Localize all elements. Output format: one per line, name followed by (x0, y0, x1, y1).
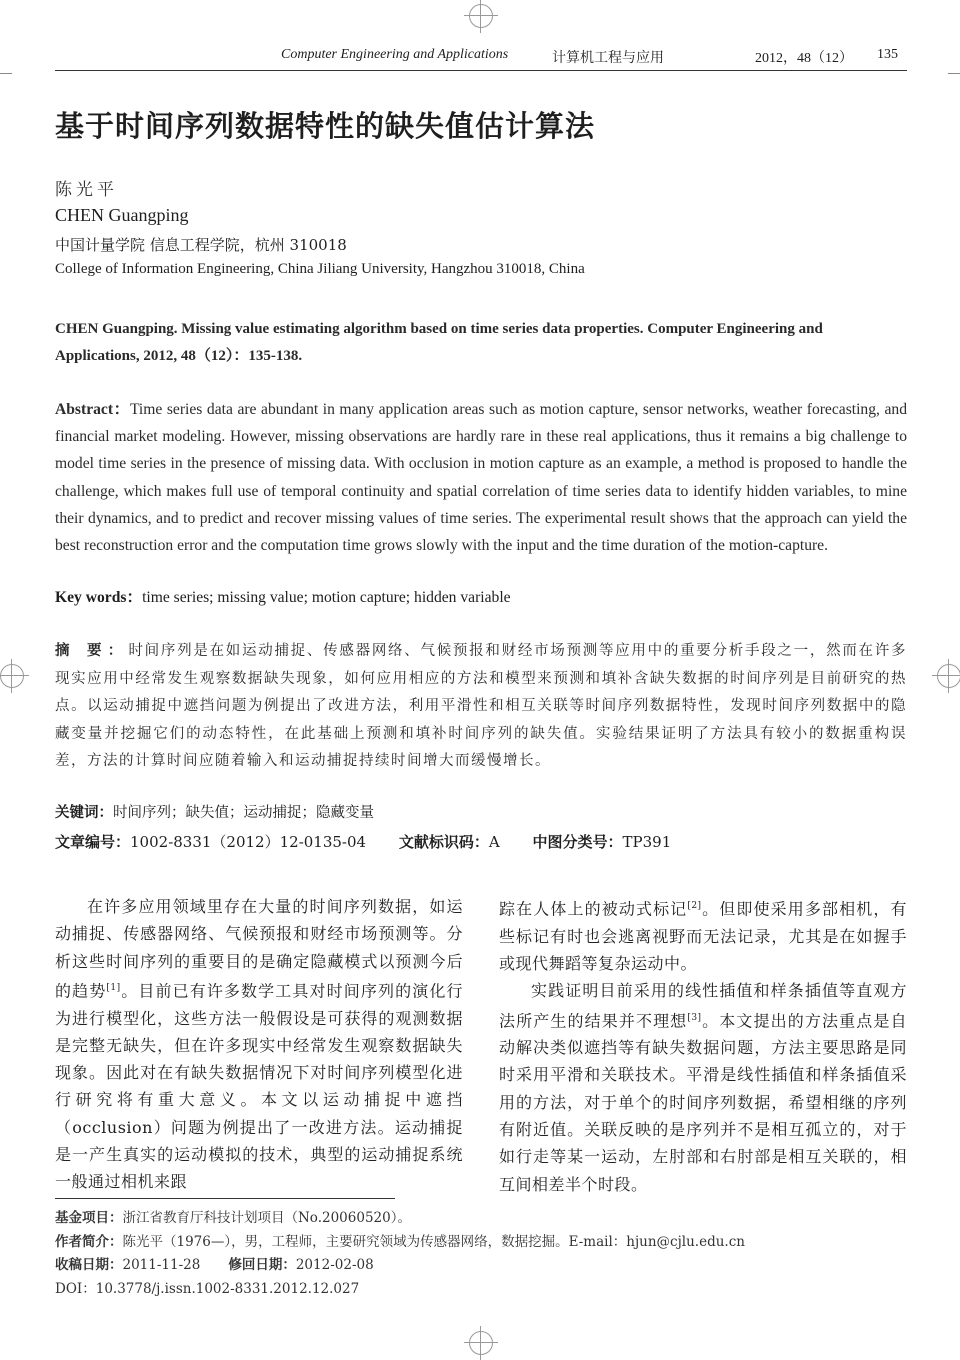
abstract-cn-text: 时间序列是在如运动捕捉、传感器网络、气候预报和财经市场预测等应用中的重要分析手段之一，然而在许多现实应用中经常发生观察数据缺失现象，如何应用相应的方法和模型来预测和填补含缺失数据的时间序列是目前研究的热点。以运动捕捉中遮挡问题为例提出了改进方法，利用平滑性和相互关联等时间序列数据特性，发现时间序列数据中的隐藏变量并挖掘它们的动态特性，在此基础上预测和填补时间序列的缺失值。实验结果证明了方法具有较小的数据重构误差，方法的计算时间应随着输入和运动捕捉持续时间增大而缓慢增长。 (55, 643, 907, 769)
paper-title: 基于时间序列数据特性的缺失值估计算法 (55, 109, 596, 143)
citation-ref[interactable]: [2] (687, 901, 702, 911)
registration-mark-left (0, 664, 24, 688)
page-number: 135 (877, 47, 898, 62)
article-no: 1002-8331（2012）12-0135-04 (130, 833, 367, 851)
keywords-cn (55, 801, 374, 822)
crop-mark (0, 73, 12, 74)
footnote-author-bio: 作者简介：陈光平（1976—），男，工程师，主要研究领域为传感器网络，数据挖掘。E-mail：hjun@cjlu.edu.cn (55, 1233, 745, 1250)
document-identifiers (55, 831, 699, 852)
citation-ref[interactable]: [1] (106, 982, 121, 993)
volume-issue: 2012，48（12） (755, 51, 853, 66)
journal-name-cn: 计算机工程与应用 (552, 50, 664, 66)
journal-name-en: Computer Engineering and Applications (281, 47, 509, 62)
keywords-en-label: Key words： (55, 589, 143, 606)
affiliation-en: College of Information Engineering, China Jiliang University, Hangzhou 310018, China (55, 261, 585, 277)
abstract-en-label: Abstract： (55, 401, 130, 418)
doc-code: A (488, 833, 500, 851)
doc-code-label: 文献标识码： (398, 833, 489, 851)
class-no-label: 中图分类号： (532, 833, 623, 851)
abstract-en-text: Time series data are abundant in many application areas such as motion capture, sensor networks, weather forecasting, and financial market modeling. However, missing observations are hardly rare in these real applications, thus it remains a big challenge to model time series in the presence of missing data. With occlusion in motion capture as an example, a method is proposed to handle the challenge, which makes full use of temporal continuity and spatial correlation of time series data to identify hidden variables, to mine their dynamics, and to predict and recover missing values of time series. The experimental result shows that the approach can yield the best reconstruction error and the computation time grows slowly with the input and the time duration of the motion-capture. (55, 401, 907, 555)
citation: CHEN Guangping. Missing value estimating algorithm based on time series data properties. Computer Engineering and Applications, 2012, 48（12）：135-138. (55, 321, 823, 364)
author-name-en: CHEN Guangping (55, 205, 189, 225)
abstract-cn (55, 637, 907, 776)
abstract-en (55, 396, 907, 559)
footnote-fund: 基金项目：浙江省教育厅科技计划项目（No.20060520）。 (55, 1210, 411, 1226)
footnote-dates: 收稿日期：2011-11-28 修回日期：2012-02-08 (55, 1257, 374, 1273)
header-divider (55, 70, 907, 71)
paragraph: 实践证明目前采用的线性插值和样条插值等直观方法所产生的结果并不理想[3]。本文提出的方法重点是自动解决类似遮挡等有缺失数据问题，方法主要思路是同时采用平滑和关联技术。平滑是线性插值和样条插值采用的方法，对于单个的时间序列数据，希望相继的序列有附近值。关联反映的是序列并不是相互孤立的，对于如行走等某一运动，左肘部和右肘部是相互关联的，相互间相差半个时段。 (499, 981, 907, 1194)
affiliation-cn: 中国计量学院 信息工程学院，杭州 310018 (55, 236, 347, 254)
article-no-label: 文章编号： (55, 833, 131, 851)
abstract-cn-label: 摘 要： (55, 642, 129, 659)
citation-ref[interactable]: [3] (687, 1012, 702, 1023)
footnote-divider (55, 1198, 395, 1199)
keywords-cn-text: 时间序列；缺失值；运动捕捉；隐藏变量 (113, 805, 374, 821)
registration-mark-top (469, 4, 493, 28)
paragraph: 踪在人体上的被动式标记[2]。但即使采用多部相机，有些标记有时也会逃离视野而无法记录，尤其是在如握手或现代舞蹈等复杂运动中。 (499, 899, 907, 973)
footnotes (55, 1207, 745, 1301)
body-column-right (499, 893, 907, 1198)
registration-mark-right (937, 664, 960, 688)
keywords-en (55, 585, 907, 607)
class-no: TP391 (622, 833, 672, 851)
crop-mark (948, 73, 960, 74)
author-name-cn: 陈光平 (55, 180, 118, 200)
body-column-left (55, 893, 463, 1196)
registration-mark-bottom (469, 1331, 493, 1355)
keywords-cn-label: 关键词： (55, 804, 113, 821)
footnote-doi[interactable]: DOI：10.3778/j.issn.1002-8331.2012.12.027 (55, 1280, 360, 1297)
paragraph: 在许多应用领域里存在大量的时间序列数据，如运动捕捉、传感器网络、气候预报和财经市场预测等。分析这些时间序列的重要目的是确定隐藏模式以预测今后的趋势[1]。目前已有许多数学工具对时间序列的演化行为进行模型化，这些方法一般假设是可获得的观测数据是完整无缺失，但在许多现实中经常发生观察数据缺失现象。因此对在有缺失数据情况下对时间序列模型化进行研究将有重大意义。本文以运动捕捉中遮挡（occlusion）问题为例提出了一改进方法。运动捕捉是一产生真实的运动模拟的技术，典型的运动捕捉系统一般通过相机来跟 (55, 897, 463, 1192)
keywords-en-text: time series; missing value; motion capture; hidden variable (142, 589, 511, 606)
